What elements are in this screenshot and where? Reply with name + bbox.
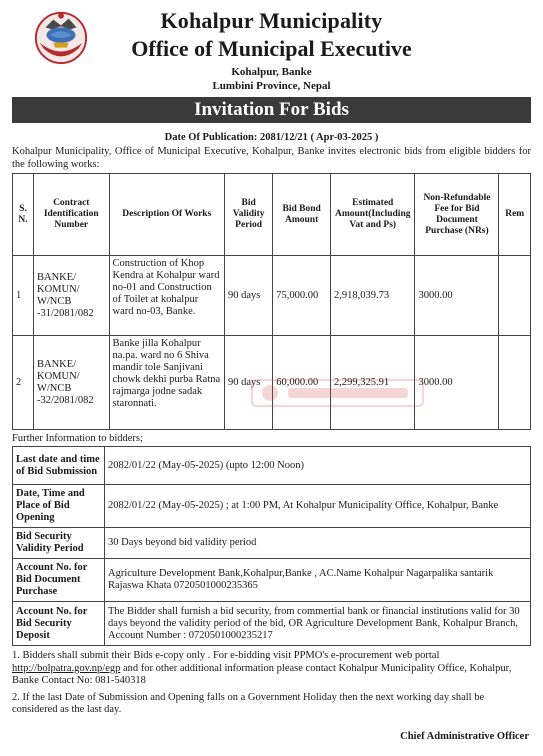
- col-header-contract-id: Contract Identification Number: [33, 174, 109, 256]
- cell-description: Construction of Khop Kendra at Kohalpur ward no-01 and Construction of Toilet at kohalpur ward no-03, Banke.: [109, 256, 224, 336]
- info-value: Agriculture Development Bank,Kohalpur,Banke , AC.Name Kohalpur Nagarpalika santarik Rajaswa Khata 0720501000235365: [105, 559, 531, 602]
- municipality-title: Kohalpur Municipality: [160, 8, 383, 33]
- cell-validity: 90 days: [225, 336, 273, 430]
- cell-validity: 90 days: [225, 256, 273, 336]
- publication-date: Date Of Publication: 2081/12/21 ( Apr-03-2025 ): [164, 132, 379, 143]
- cell-remarks: [499, 256, 531, 336]
- info-row: [13, 528, 531, 559]
- info-label: Last date and time of Bid Submission: [13, 447, 105, 485]
- col-header-validity: Bid Validity Period: [225, 174, 273, 256]
- address-line-1: Kohalpur, Banke: [231, 66, 312, 78]
- info-value: 30 Days beyond bid validity period: [105, 528, 531, 559]
- info-row: [13, 559, 531, 602]
- notice-header: [12, 0, 531, 94]
- egp-portal-link[interactable]: http://bolpatra.gov.np/egp: [12, 662, 121, 674]
- cell-estimated: 2,918,039.73: [331, 256, 415, 336]
- info-label: Bid Security Validity Period: [13, 528, 105, 559]
- note-2: 2. If the last Date of Submission and Opening falls on a Government Holiday then the next working day shall be considered as the last day.: [12, 691, 485, 715]
- cell-fee: 3000.00: [415, 336, 499, 430]
- col-header-bid-bond: Bid Bond Amount: [273, 174, 331, 256]
- col-header-estimated: Estimated Amount(Including Vat and Ps): [331, 174, 415, 256]
- cell-remarks: [499, 336, 531, 430]
- cell-estimated: 2,299,325.91: [331, 336, 415, 430]
- intro-paragraph: Kohalpur Municipality, Office of Municipal Executive, Kohalpur, Banke invites electronic bids from eligible bidders for the following works:: [12, 146, 531, 170]
- cell-bid-bond: 60,000.00: [273, 336, 331, 430]
- info-row: [13, 447, 531, 485]
- cell-sn: 2: [13, 336, 34, 430]
- info-label: Date, Time and Place of Bid Opening: [13, 485, 105, 528]
- invitation-banner: Invitation For Bids: [12, 97, 531, 123]
- note-1: [12, 650, 531, 688]
- note-1-text: 1. Bidders shall submit their Bids e-copy only . For e-bidding visit PPMO's e-procurement web portal: [12, 650, 440, 661]
- address-line-2: Lumbini Province, Nepal: [212, 80, 331, 92]
- cell-sn: 1: [13, 256, 34, 336]
- info-row: [13, 485, 531, 528]
- info-value: 2082/01/22 (May-05-2025) (upto 12:00 Noon): [105, 447, 531, 485]
- col-header-remarks: Rem: [499, 174, 531, 256]
- col-header-sn: S. N.: [13, 174, 34, 256]
- info-label: Account No. for Bid Security Deposit: [13, 602, 105, 646]
- col-header-description: Description Of Works: [109, 174, 224, 256]
- table-row: [13, 336, 531, 430]
- cell-fee: 3000.00: [415, 256, 499, 336]
- cell-description: Banke jilla Kohalpur na.pa. ward no 6 Shiva mandir tole Sanjivani chowk dekhi purba Ratna rajmarga jodne sadak staronnati.: [109, 336, 224, 430]
- table-row: [13, 256, 531, 336]
- info-label: Account No. for Bid Document Purchase: [13, 559, 105, 602]
- cell-contract-id: BANKE/ KOMUN/ W/NCB -32/2081/082: [33, 336, 109, 430]
- works-table: [12, 173, 531, 430]
- works-table-header: [13, 174, 531, 256]
- col-header-fee: Non-Refundable Fee for Bid Document Purchase (NRs): [415, 174, 499, 256]
- note-1-contact-text: and for other additional information please contact Kohalpur Municipality Office, Kohalpur, Banke Contact No: 081-540318: [12, 662, 512, 686]
- bidder-info-table: [12, 446, 531, 646]
- cell-contract-id: BANKE/ KOMUN/ W/NCB -31/2081/082: [33, 256, 109, 336]
- info-value: 2082/01/22 (May-05-2025) ; at 1:00 PM, At Kohalpur Municipality Office, Kohalpur, Banke: [105, 485, 531, 528]
- notes-section: [12, 650, 531, 717]
- further-info-heading: Further Information to bidders;: [12, 433, 143, 444]
- info-row: [13, 602, 531, 646]
- office-title: Office of Municipal Executive: [131, 36, 412, 61]
- signoff-title: Chief Administrative Officer: [400, 731, 529, 742]
- cell-bid-bond: 75,000.00: [273, 256, 331, 336]
- info-value: The Bidder shall furnish a bid security, from commertial bank or financial institutions valid for 30 days beyond the validity period of the bid, OR Agriculture Development Bank, Kohalpur Branch, Account Number : 0720501000235217: [105, 602, 531, 646]
